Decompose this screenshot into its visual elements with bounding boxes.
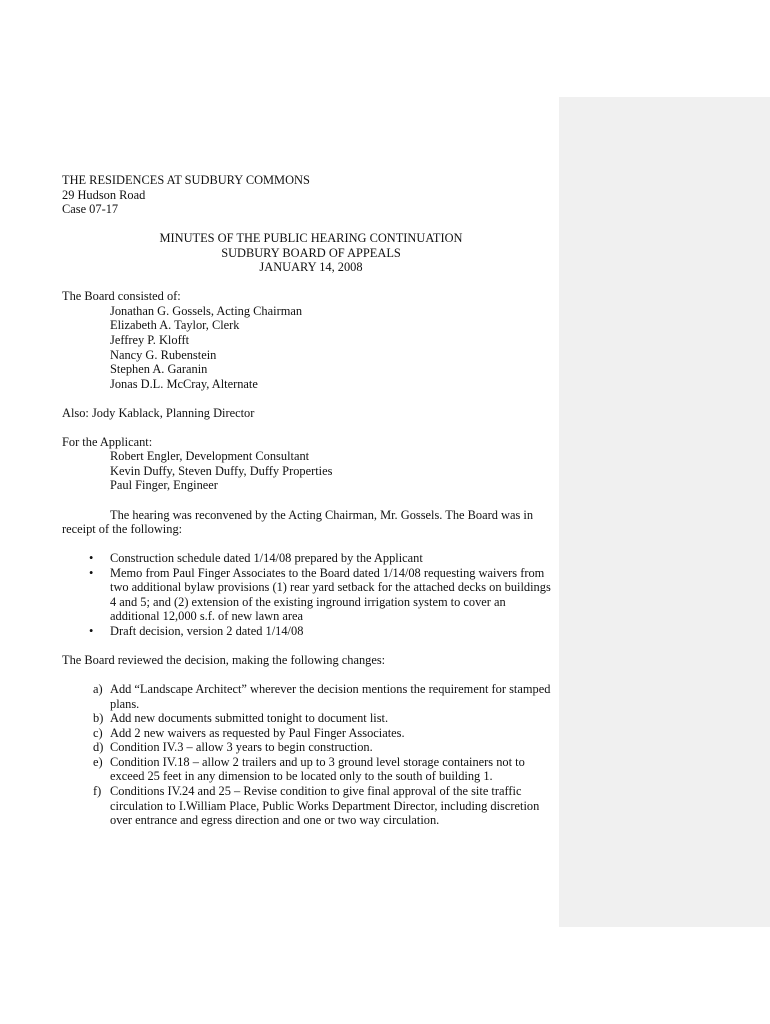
- applicant-member: Kevin Duffy, Steven Duffy, Duffy Properties: [110, 463, 333, 478]
- project-address: 29 Hudson Road: [62, 187, 146, 202]
- applicant-reps: [62, 435, 552, 493]
- item-line: Add new documents submitted tonight to document list.: [110, 711, 389, 726]
- board-member: Nancy G. Rubenstein: [110, 347, 217, 362]
- item-line: plans.: [110, 696, 140, 711]
- bullet-icon: •: [89, 551, 94, 566]
- hearing-paragraph: [62, 508, 552, 537]
- board-members: [62, 289, 552, 391]
- board-member: Jeffrey P. Klofft: [110, 333, 190, 348]
- item-line: Condition IV.18 – allow 2 trailers and up to 3 ground level storage containers not to: [110, 754, 525, 769]
- board-member: Jonathan G. Gossels, Acting Chairman: [110, 303, 303, 318]
- item-line: Add “Landscape Architect” wherever the decision mentions the requirement for stamped: [110, 682, 551, 697]
- board-intro: The Board consisted of:: [62, 289, 181, 304]
- board-member: Jonas D.L. McCray, Alternate: [110, 376, 258, 391]
- title-line: MINUTES OF THE PUBLIC HEARING CONTINUATION: [159, 231, 463, 246]
- list-item: [62, 740, 552, 755]
- list-item: [62, 726, 552, 741]
- item-line: Draft decision, version 2 dated 1/14/08: [110, 623, 304, 638]
- list-item: [62, 551, 552, 566]
- item-line: circulation to I.William Place, Public Works Department Director, including discretion: [110, 798, 540, 813]
- title-line: SUDBURY BOARD OF APPEALS: [221, 245, 401, 260]
- item-line: Condition IV.3 – allow 3 years to begin construction.: [110, 740, 373, 755]
- item-line: 4 and 5; and (2) extension of the existing inground irrigation system to cover an: [110, 594, 506, 609]
- list-item: [62, 755, 552, 784]
- case-number: Case 07-17: [62, 202, 119, 217]
- list-item: [62, 784, 552, 828]
- item-line: exceed 25 feet in any dimension to be located only to the south of building 1.: [110, 769, 493, 784]
- review-intro: The Board reviewed the decision, making the following changes:: [62, 653, 386, 668]
- item-line: Add 2 new waivers as requested by Paul Finger Associates.: [110, 725, 405, 740]
- title-line: JANUARY 14, 2008: [259, 260, 363, 275]
- paragraph-line: The hearing was reconvened by the Acting Chairman, Mr. Gossels. The Board was in: [110, 507, 534, 522]
- item-line: Construction schedule dated 1/14/08 prepared by the Applicant: [110, 551, 423, 566]
- list-marker: e): [93, 754, 103, 769]
- comments-pane: [559, 97, 770, 927]
- case-header: [62, 173, 552, 217]
- item-line: two additional bylaw provisions (1) rear yard setback for the attached decks on buildings: [110, 580, 551, 595]
- board-member: Stephen A. Garanin: [110, 362, 208, 377]
- changes-list: [62, 682, 552, 827]
- receipts-list: [62, 551, 552, 638]
- item-line: Conditions IV.24 and 25 – Revise condition to give final approval of the site traffic: [110, 783, 522, 798]
- bullet-icon: •: [89, 565, 94, 580]
- also-present: Also: Jody Kablack, Planning Director: [62, 405, 255, 420]
- applicant-member: Robert Engler, Development Consultant: [110, 449, 310, 464]
- list-item: [62, 566, 552, 624]
- item-line: additional 12,000 s.f. of new lawn area: [110, 609, 304, 624]
- paragraph-line: receipt of the following:: [62, 522, 183, 537]
- list-marker: f): [93, 783, 102, 798]
- list-item: [62, 711, 552, 726]
- board-member: Elizabeth A. Taylor, Clerk: [110, 318, 240, 333]
- bullet-icon: •: [89, 623, 94, 638]
- item-line: Memo from Paul Finger Associates to the Board dated 1/14/08 requesting waivers from: [110, 565, 545, 580]
- applicant-member: Paul Finger, Engineer: [110, 478, 218, 493]
- list-marker: d): [93, 740, 104, 755]
- list-marker: c): [93, 725, 103, 740]
- document-page: [62, 173, 552, 828]
- document-title: [62, 231, 560, 275]
- project-name: THE RESIDENCES AT SUDBURY COMMONS: [62, 173, 310, 187]
- list-item: [62, 682, 552, 711]
- list-marker: a): [93, 682, 103, 697]
- applicant-intro: For the Applicant:: [62, 434, 153, 449]
- list-item: [62, 624, 552, 639]
- item-line: over entrance and egress direction and one or two way circulation.: [110, 813, 440, 828]
- list-marker: b): [93, 711, 104, 726]
